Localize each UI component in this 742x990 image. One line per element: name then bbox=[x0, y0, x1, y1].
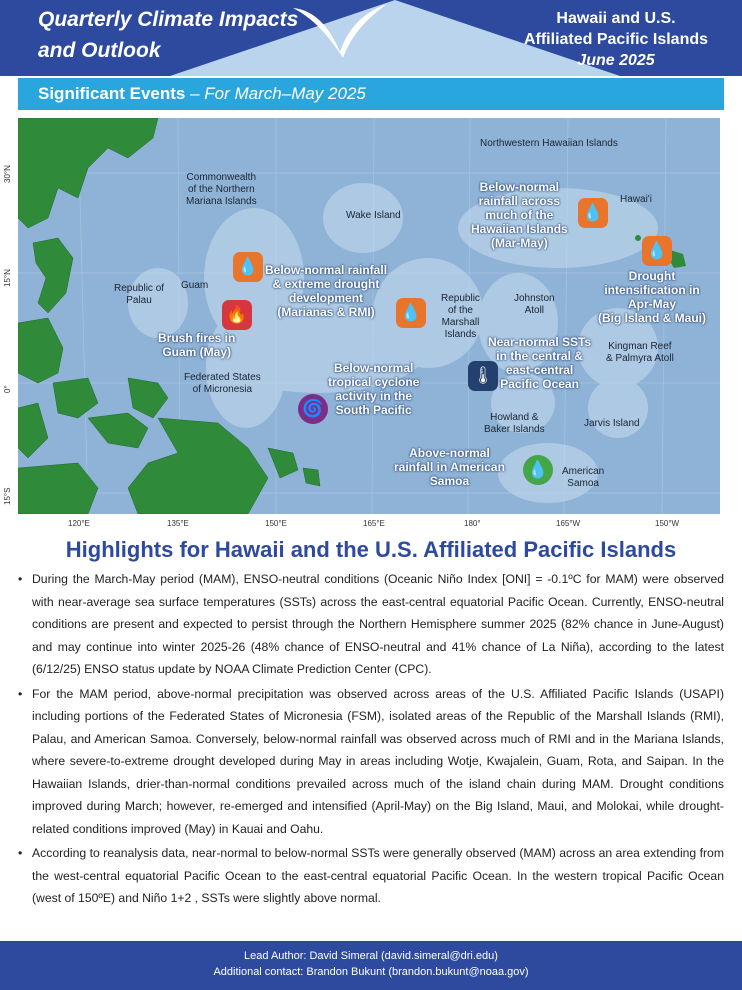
label-wake-island: Wake Island bbox=[346, 210, 401, 221]
label-palau: Republic of Palau bbox=[114, 283, 165, 306]
lat-label: 15°N bbox=[3, 269, 12, 287]
label-guam: Guam bbox=[181, 280, 209, 291]
lon-label: 165°E bbox=[363, 519, 385, 528]
event-below-normal-tropical-cyclones: Below-normal tropical cyclone activity in the South Pacific bbox=[328, 361, 420, 417]
event-hawaii-below-normal-rainfall: Below-normal rainfall across much of the Hawaiian Islands (Mar-May) bbox=[471, 180, 568, 250]
label-jarvis-island: Jarvis Island bbox=[584, 418, 640, 429]
lon-label: 135°E bbox=[167, 519, 189, 528]
lat-label: 30°N bbox=[3, 165, 12, 183]
label-howland-baker: Howland & Baker Islands bbox=[484, 412, 545, 435]
event-marianas-rmi-drought: Below-normal rainfall & extreme drought development (Marianas & RMI) bbox=[265, 263, 388, 319]
highlights-title: Highlights for Hawaii and the U.S. Affiliated Pacific Islands bbox=[65, 537, 677, 562]
thermometer-icon: 🌡 bbox=[468, 361, 498, 391]
water-drop-icon: 💧 bbox=[578, 198, 608, 228]
footer bbox=[0, 941, 742, 990]
additional-contact: Additional contact: Brandon Bukunt (brandon.bukunt@noaa.gov) bbox=[213, 966, 529, 978]
lon-label: 165°W bbox=[556, 519, 581, 528]
header-banner bbox=[0, 0, 742, 76]
section-heading: Significant Events – For March–May 2025 bbox=[18, 78, 724, 110]
water-drop-icon: 💧 bbox=[396, 298, 426, 328]
label-johnston-atoll: Johnston Atoll bbox=[514, 293, 555, 316]
bird-logo-icon bbox=[285, 0, 395, 62]
cyclone-icon: 🌀 bbox=[298, 394, 328, 424]
significant-events-map bbox=[18, 118, 720, 514]
report-title: Quarterly Climate Impacts and Outlook bbox=[38, 8, 299, 62]
list-item: • During the March-May period (MAM), ENSO-neutral conditions (Oceanic Niño Index [ONI] = -0.1ºC for MAM) were observed with near-average sea surface temperatures (SSTs) across the east-central equatorial Pacific Ocean. Currently, ENSO-neutral conditions are present and expected to persist through the Northern Hemisphere summer 2025 (82% chance in June-August) and may continue into winter 2025-26 (48% chance of ENSO-neutral and 41% chance of La Niña), according to the latest (6/12/25) ENSO status update by NOAA Climate Prediction Center (CPC). bbox=[18, 572, 724, 676]
lon-label: 150°W bbox=[655, 519, 680, 528]
label-fsm: Federated States of Micronesia bbox=[184, 372, 261, 395]
water-drop-icon: 💧 bbox=[642, 236, 672, 266]
highlights-list bbox=[18, 568, 724, 912]
report-date: June 2025 bbox=[577, 52, 655, 69]
lat-label: 15°S bbox=[3, 487, 12, 505]
label-kingman-palmyra: Kingman Reef & Palmyra Atoll bbox=[606, 341, 674, 364]
region-and-date: Hawaii and U.S. Affiliated Pacific Islands June 2025 bbox=[496, 8, 736, 71]
lead-author: Lead Author: David Simeral (david.simeral@dri.edu) bbox=[244, 950, 498, 962]
event-american-samoa-above-normal-rainfall: Above-normal rainfall in American Samoa bbox=[394, 446, 505, 488]
label-hawaii: Hawai'i bbox=[620, 194, 652, 205]
water-drop-icon: 💧 bbox=[233, 252, 263, 282]
label-rmi: Republic of the Marshall Islands bbox=[441, 293, 480, 340]
lon-label: 150°E bbox=[265, 519, 287, 528]
water-drop-icon: 💧 bbox=[523, 455, 553, 485]
lon-label: 120°E bbox=[68, 519, 90, 528]
lat-label: 0° bbox=[3, 385, 12, 393]
label-nw-hawaiian-islands: Northwestern Hawaiian Islands bbox=[480, 138, 618, 149]
label-cnmi: Commonwealth of the Northern Mariana Islands bbox=[186, 172, 257, 207]
list-item: • According to reanalysis data, near-normal to below-normal SSTs were generally observed (MAM) across an area extending from the west-central equatorial Pacific Ocean to the east-central equatorial Pacific Ocean. In the western tropical Pacific Ocean (west of 150ºE) and Niño 1+2 , SSTs were slightly above normal. bbox=[18, 846, 724, 905]
event-near-normal-ssts: Near-normal SSTs in the central & east-central Pacific Ocean bbox=[488, 335, 592, 391]
event-drought-intensification: Drought intensification in Apr-May (Big Island & Maui) bbox=[598, 269, 706, 325]
label-american-samoa: American Samoa bbox=[562, 466, 605, 489]
list-item: • For the MAM period, above-normal precipitation was observed across areas of the U.S. Affiliated Pacific Islands (USAPI) including portions of the Federated States of Micronesia (FSM), isolated areas of the Republic of the Marshall Islands (RMI), Palau, and American Samoa. Conversely, below-normal rainfall was observed across much of RMI and in the Mariana Islands, where severe-to-extreme drought developed during May in areas including Wotje, Kwajalein, Guam, Rota, and Saipan. In the Hawaiian Islands, drier-than-normal conditions prevailed across much of the island chain during MAM. Drought conditions improved during March; however, re-emerged and intensified (April-May) on the Big Island, Maui, and Molokai, while drought-related conditions improved (May) in Kauai and Oahu. bbox=[18, 686, 724, 836]
lon-label: 180° bbox=[464, 519, 481, 528]
fire-icon: 🔥 bbox=[222, 300, 252, 330]
event-guam-brush-fires: Brush fires in Guam (May) bbox=[158, 331, 236, 359]
